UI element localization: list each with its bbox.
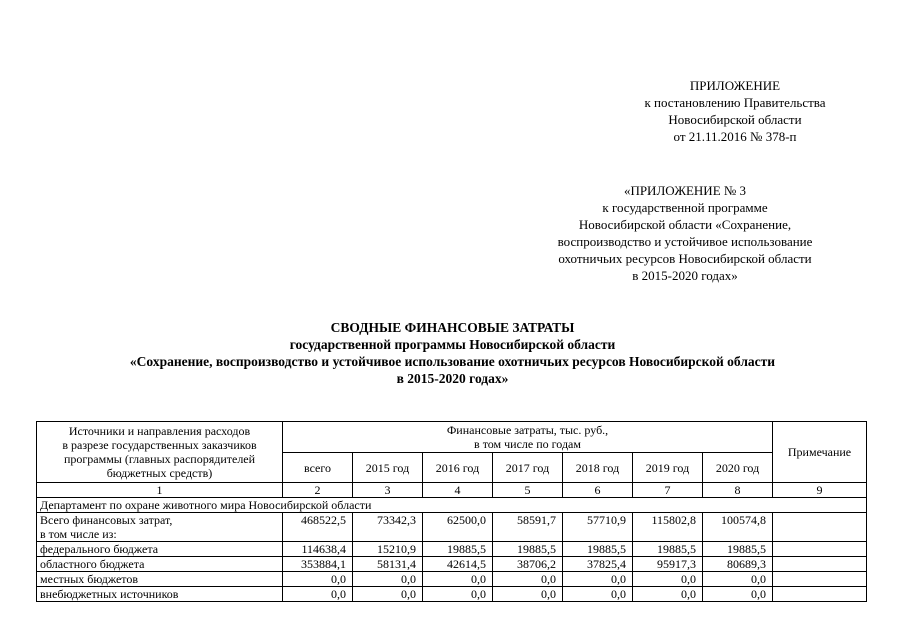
index-cell: 4	[423, 483, 493, 498]
value-cell: 19885,5	[493, 542, 563, 557]
index-cell: 6	[563, 483, 633, 498]
value-cell: 0,0	[353, 587, 423, 602]
year-header: 2020 год	[703, 453, 773, 483]
value-cell: 19885,5	[423, 542, 493, 557]
index-cell: 3	[353, 483, 423, 498]
year-header: 2018 год	[563, 453, 633, 483]
appendix-line: охотничьих ресурсов Новосибирской области	[558, 251, 812, 266]
value-cell: 0,0	[493, 572, 563, 587]
budget-row	[37, 572, 867, 587]
approval-header	[600, 77, 870, 145]
row-label-cell: местных бюджетов	[37, 572, 283, 587]
costs-header-cell	[283, 422, 773, 453]
total-row	[37, 513, 867, 542]
index-cell: 1	[37, 483, 283, 498]
index-cell: 2	[283, 483, 353, 498]
department-cell: Департамент по охране животного мира Новосибирской области	[37, 498, 867, 513]
value-cell: 58131,4	[353, 557, 423, 572]
value-cell: 0,0	[633, 587, 703, 602]
value-cell: 42614,5	[423, 557, 493, 572]
costs-header-line: Финансовые затраты, тыс. руб.,	[446, 423, 609, 437]
appendix-line: «ПРИЛОЖЕНИЕ № 3	[623, 183, 747, 198]
value-cell: 0,0	[423, 572, 493, 587]
source-header-line: в разрезе государственных заказчиков	[62, 438, 257, 452]
appendix-header	[520, 182, 850, 284]
title-line: «Сохранение, воспроизводство и устойчивое использование охотничьих ресурсов Новосибирской области	[129, 354, 776, 369]
index-cell: 9	[773, 483, 867, 498]
value-cell: 95917,3	[633, 557, 703, 572]
document-title	[60, 319, 845, 387]
costs-header-line: в том числе по годам	[474, 437, 581, 451]
note-cell	[773, 542, 867, 557]
note-cell	[773, 513, 867, 542]
note-header-cell: Примечание	[773, 422, 867, 483]
value-cell: 19885,5	[563, 542, 633, 557]
value-cell: 0,0	[563, 587, 633, 602]
value-cell: 0,0	[703, 587, 773, 602]
value-cell: 73342,3	[353, 513, 423, 542]
value-cell: 57710,9	[563, 513, 633, 542]
year-header: 2017 год	[493, 453, 563, 483]
year-header: 2019 год	[633, 453, 703, 483]
budget-row	[37, 542, 867, 557]
value-cell: 0,0	[633, 572, 703, 587]
source-header-line: Источники и направления расходов	[68, 424, 251, 438]
value-cell: 0,0	[423, 587, 493, 602]
year-header: 2016 год	[423, 453, 493, 483]
title-line: государственной программы Новосибирской области	[289, 337, 616, 352]
approval-line: к постановлению Правительства	[644, 95, 826, 110]
value-cell: 37825,4	[563, 557, 633, 572]
department-row	[37, 498, 867, 513]
value-cell: 19885,5	[703, 542, 773, 557]
value-cell: 0,0	[493, 587, 563, 602]
value-cell: 0,0	[283, 572, 353, 587]
appendix-line: к государственной программе	[602, 200, 768, 215]
source-header-cell	[37, 422, 283, 483]
value-cell: 114638,4	[283, 542, 353, 557]
value-cell: 15210,9	[353, 542, 423, 557]
budget-row	[37, 557, 867, 572]
index-cell: 8	[703, 483, 773, 498]
index-row	[37, 483, 867, 498]
title-line: СВОДНЫЕ ФИНАНСОВЫЕ ЗАТРАТЫ	[330, 320, 575, 335]
value-cell: 19885,5	[633, 542, 703, 557]
budget-row	[37, 587, 867, 602]
source-header-line: бюджетных средств)	[106, 466, 213, 480]
value-cell: 0,0	[703, 572, 773, 587]
index-cell: 5	[493, 483, 563, 498]
year-header: 2015 год	[353, 453, 423, 483]
approval-line: Новосибирской области	[668, 112, 802, 127]
index-cell: 7	[633, 483, 703, 498]
row-label-cell: областного бюджета	[37, 557, 283, 572]
row-label-cell: федерального бюджета	[37, 542, 283, 557]
header-row	[37, 422, 867, 453]
value-cell: 0,0	[563, 572, 633, 587]
total-label-line: в том числе из:	[40, 527, 117, 541]
value-cell: 58591,7	[493, 513, 563, 542]
source-header-line: программы (главных распорядителей	[63, 452, 256, 466]
value-cell: 115802,8	[633, 513, 703, 542]
value-cell: 100574,8	[703, 513, 773, 542]
row-label-cell: внебюджетных источников	[37, 587, 283, 602]
value-cell: 0,0	[283, 587, 353, 602]
title-line: в 2015-2020 годах»	[396, 371, 509, 386]
value-cell: 0,0	[353, 572, 423, 587]
value-cell: 38706,2	[493, 557, 563, 572]
total-label-cell	[37, 513, 283, 542]
note-cell	[773, 572, 867, 587]
year-header: всего	[283, 453, 353, 483]
total-label-line: Всего финансовых затрат,	[40, 513, 173, 527]
appendix-line: воспроизводство и устойчивое использование	[557, 234, 813, 249]
financial-costs-table	[36, 421, 867, 602]
approval-line: от 21.11.2016 № 378-п	[673, 129, 797, 144]
value-cell: 353884,1	[283, 557, 353, 572]
value-cell: 80689,3	[703, 557, 773, 572]
note-cell	[773, 587, 867, 602]
value-cell: 468522,5	[283, 513, 353, 542]
appendix-line: Новосибирской области «Сохранение,	[578, 217, 792, 232]
note-cell	[773, 557, 867, 572]
approval-line: ПРИЛОЖЕНИЕ	[689, 78, 781, 93]
appendix-line: в 2015-2020 годах»	[632, 268, 738, 283]
value-cell: 62500,0	[423, 513, 493, 542]
